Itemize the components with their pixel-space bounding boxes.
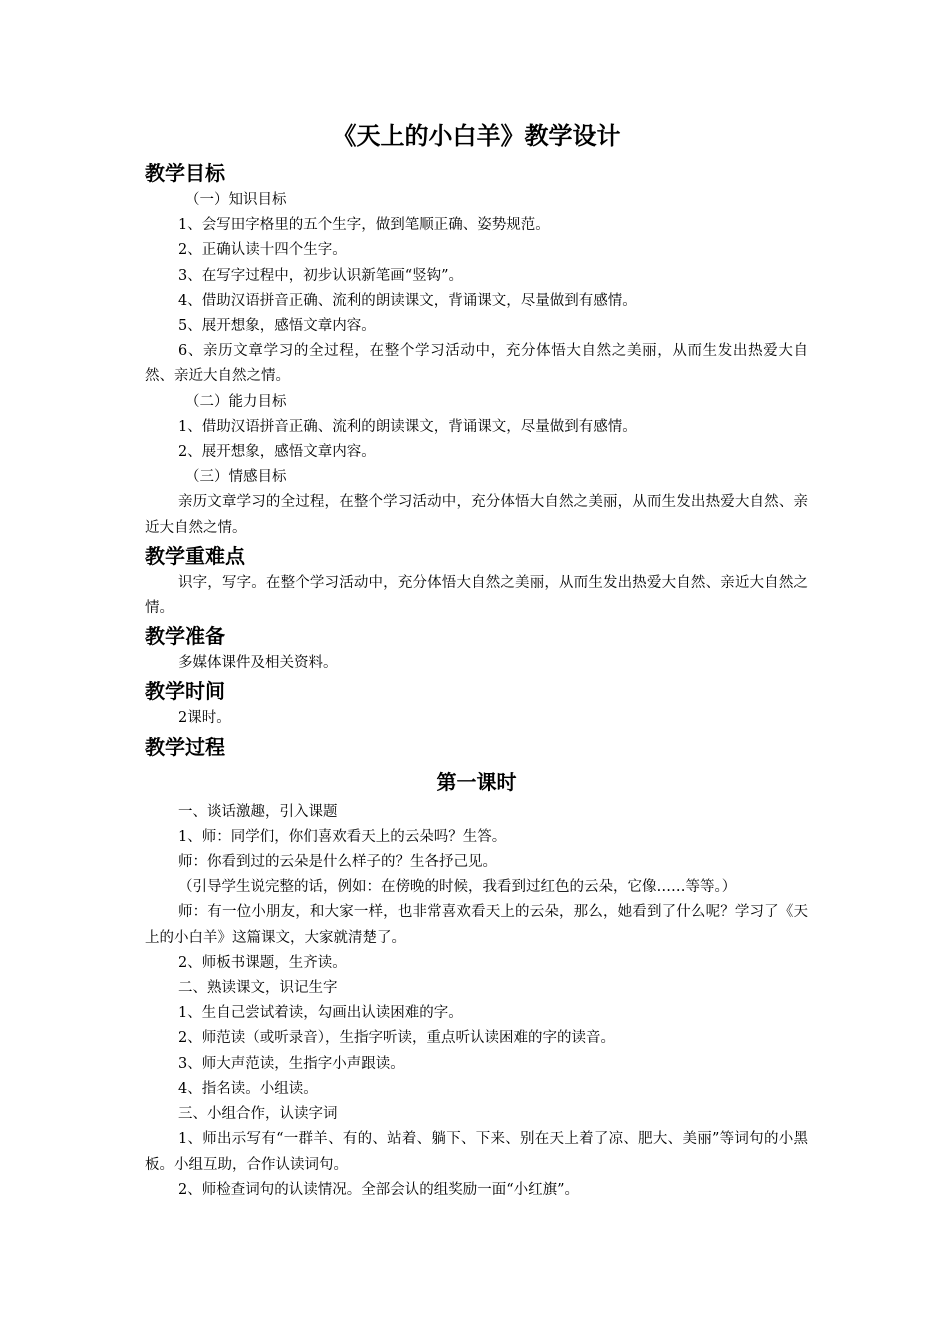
process-line: 师：有一位小朋友，和大家一样，也非常喜欢看天上的云朵，那么，她看到了什么呢？学习了《天上的小白羊》这篇课文，大家就清楚了。 — [145, 904, 808, 946]
process-line: 4、指名读。小组读。 — [178, 1080, 318, 1097]
process-line: 2、师检查词句的认读情况。全部会认的组奖励一面“小红旗”。 — [178, 1181, 580, 1198]
process-line: 1、师：同学们，你们喜欢看天上的云朵吗？生答。 — [178, 828, 507, 845]
knowledge-item: 2、正确认读十四个生字。 — [178, 242, 347, 259]
document-page — [145, 118, 808, 1203]
key-points-heading: 教学重难点 — [145, 543, 245, 568]
process-line: 3、师大声范读，生指字小声跟读。 — [178, 1055, 405, 1072]
preparation-heading: 教学准备 — [145, 624, 225, 649]
knowledge-item: 4、借助汉语拼音正确、流利的朗读课文，背诵课文，尽量做到有感情。 — [178, 292, 637, 309]
ability-item: 1、借助汉语拼音正确、流利的朗读课文，背诵课文，尽量做到有感情。 — [178, 418, 637, 435]
time-text: 2课时。 — [178, 710, 231, 727]
emotion-objectives-label: （三）情感目标 — [185, 469, 287, 486]
process-line: 二、熟读课文，识记生字 — [178, 980, 338, 997]
emotion-objectives-text: 亲历文章学习的全过程，在整个学习活动中，充分体悟大自然之美丽，从而生发出热爱大自然、亲近大自然之情。 — [145, 494, 808, 536]
process-line: （引导学生说完整的话，例如：在傍晚的时候，我看到过红色的云朵，它像……等等。） — [178, 879, 737, 896]
knowledge-item: 1、会写田字格里的五个生字，做到笔顺正确、姿势规范。 — [178, 217, 550, 234]
preparation-text: 多媒体课件及相关资料。 — [178, 655, 338, 672]
knowledge-item: 6、亲历文章学习的全过程，在整个学习活动中，充分体悟大自然之美丽，从而生发出热爱大自然、亲近大自然之情。 — [145, 343, 808, 385]
key-points-text: 识字，写字。在整个学习活动中，充分体悟大自然之美丽，从而生发出热爱大自然、亲近大自然之情。 — [145, 574, 808, 617]
ability-objectives-label: （二）能力目标 — [185, 393, 287, 410]
process-line: 师：你看到过的云朵是什么样子的？生各抒己见。 — [178, 854, 497, 871]
process-heading: 教学过程 — [145, 734, 225, 759]
process-line: 1、师出示写有“一群羊、有的、站着、躺下、下来、别在天上着了凉、肥大、美丽”等词句的小黑板。小组互助，合作认读词句。 — [145, 1131, 808, 1173]
knowledge-item: 5、展开想象，感悟文章内容。 — [178, 318, 376, 335]
time-heading: 教学时间 — [145, 679, 225, 704]
process-line: 1、生自己尝试着读，勾画出认读困难的字。 — [178, 1005, 463, 1022]
knowledge-objectives-label: （一）知识目标 — [185, 192, 287, 208]
process-line: 三、小组合作，认读字词 — [178, 1106, 338, 1123]
knowledge-item: 3、在写字过程中，初步认识新笔画“竖钩”。 — [178, 267, 464, 284]
document-title: 《天上的小白羊》教学设计 — [332, 122, 621, 150]
process-line: 2、师板书课题，生齐读。 — [178, 954, 347, 971]
process-line: 一、谈话激趣，引入课题 — [178, 803, 338, 820]
ability-item: 2、展开想象，感悟文章内容。 — [178, 444, 376, 461]
objectives-heading: 教学目标 — [145, 161, 225, 185]
process-line: 2、师范读（或听录音），生指字听读，重点听认读困难的字的读音。 — [178, 1030, 615, 1047]
lesson-title: 第一课时 — [436, 769, 517, 794]
